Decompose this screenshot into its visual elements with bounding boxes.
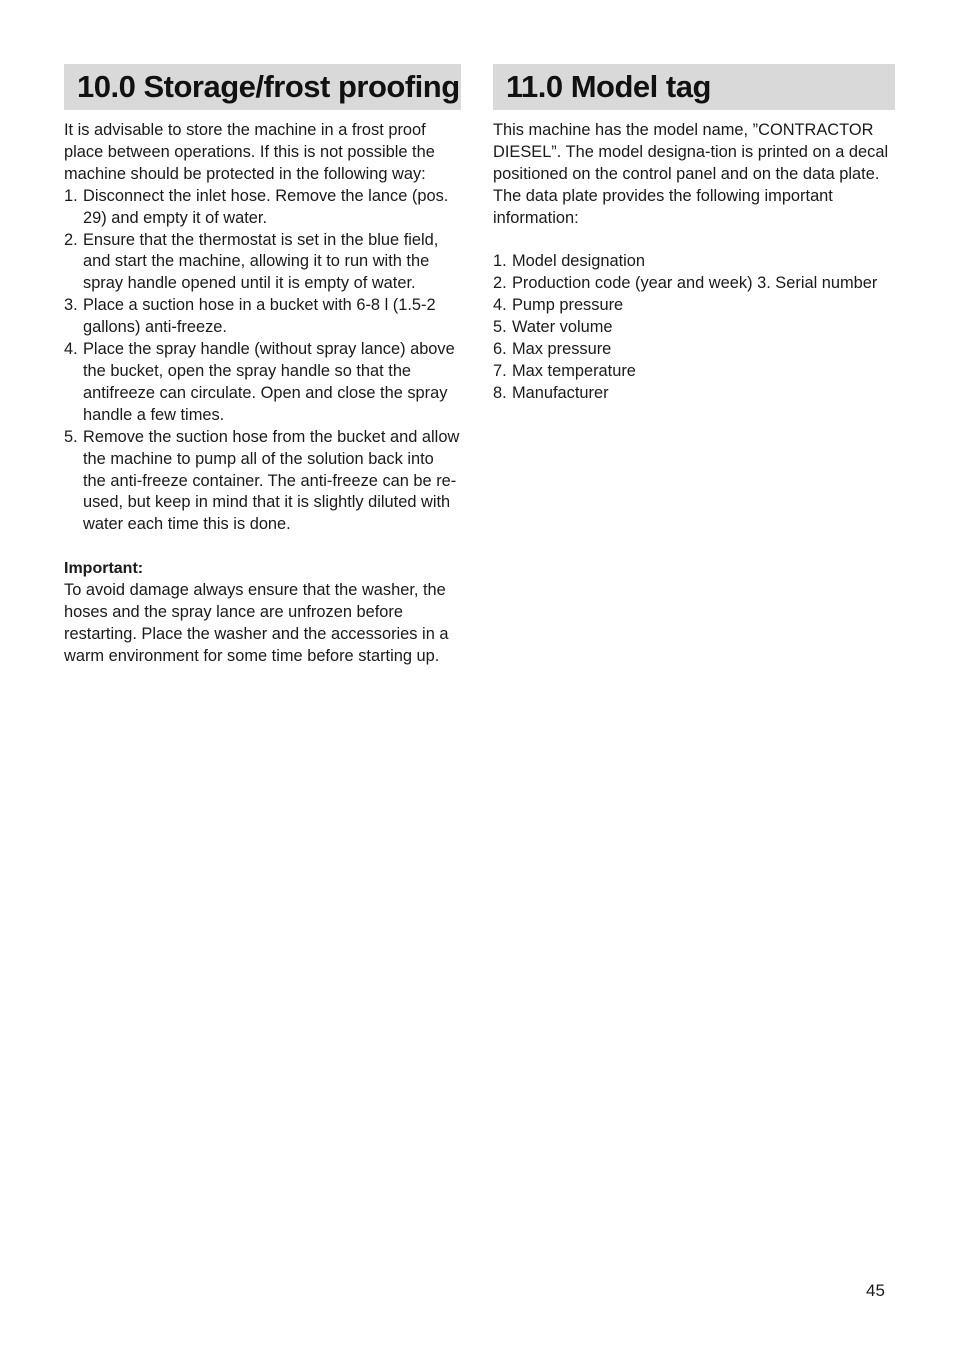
- list-item-text: Place the spray handle (without spray lance) above the bucket, open the spray handle so that the antifreeze can circulate. Open and close the spray handle a few times.: [83, 340, 455, 424]
- list-item-number: 3.: [64, 296, 78, 315]
- model-tag-intro: This machine has the model name, ”CONTRACTOR DIESEL”. The model designa-tion is printed on a decal positioned on the control panel and on the data plate. The data plate provides the following important information:: [493, 121, 889, 227]
- model-tag-section: [493, 64, 895, 405]
- list-item-text: Pump pressure: [512, 296, 624, 315]
- important-text: To avoid damage always ensure that the washer, the hoses and the spray lance are unfrozen before restarting. Place the washer and the accessories in a warm environment for some time before starting up.: [64, 581, 449, 665]
- model-tag-items-list: [493, 251, 895, 404]
- list-item-text: Place a suction hose in a bucket with 6-8 l (1.5-2 gallons) anti-freeze.: [83, 296, 436, 337]
- list-item-text: Water volume: [512, 318, 613, 337]
- list-item-text: Manufacturer: [512, 383, 609, 402]
- list-item: [64, 295, 461, 339]
- page-number: 45: [866, 1281, 885, 1300]
- storage-section: [64, 64, 461, 668]
- storage-intro: It is advisable to store the machine in a frost proof place between operations. If this is not possible the machine should be protected in the following way:: [64, 121, 435, 183]
- list-item-number: 2.: [64, 230, 78, 249]
- section-heading-model-tag: 11.0 Model tag: [493, 64, 895, 110]
- spacer: [64, 536, 461, 558]
- list-item-number: 6.: [493, 340, 507, 359]
- list-item: [493, 339, 895, 361]
- list-item: [64, 230, 461, 296]
- list-item-number: 2.: [493, 274, 507, 293]
- important-label: Important:: [64, 560, 144, 578]
- list-item: [64, 186, 461, 230]
- spacer: [493, 230, 895, 252]
- list-item: [493, 273, 895, 295]
- list-item-text: Max temperature: [512, 361, 636, 380]
- list-item-text: Disconnect the inlet hose. Remove the lance (pos. 29) and empty it of water.: [83, 186, 449, 227]
- list-item-text: Ensure that the thermostat is set in the blue field, and start the machine, allowing it to run with the spray handle opened until it is empty of water.: [83, 230, 439, 293]
- list-item-number: 4.: [493, 296, 507, 315]
- list-item-number: 1.: [64, 186, 78, 205]
- section-heading-storage: 10.0 Storage/frost proofing: [64, 64, 461, 110]
- list-item-text: Model designation: [512, 252, 646, 271]
- list-item-text: Production code (year and week) 3. Serial number: [512, 274, 878, 293]
- list-item-number: 8.: [493, 383, 507, 402]
- list-item-number: 5.: [493, 318, 507, 337]
- list-item: [493, 317, 895, 339]
- list-item: [493, 383, 895, 405]
- list-item-number: 7.: [493, 361, 507, 380]
- list-item-number: 1.: [493, 252, 507, 271]
- storage-steps-list: [64, 186, 461, 537]
- list-item: [64, 427, 461, 537]
- list-item-number: 4.: [64, 340, 78, 359]
- list-item: [493, 361, 895, 383]
- list-item-text: Max pressure: [512, 340, 612, 359]
- list-item: [64, 339, 461, 427]
- list-item-text: Remove the suction hose from the bucket and allow the machine to pump all of the solution back into the anti-freeze container. The anti-freeze can be re-used, but keep in mind that it is slightly diluted with water each time this is done.: [83, 427, 460, 534]
- list-item: [493, 295, 895, 317]
- list-item: [493, 251, 895, 273]
- list-item-number: 5.: [64, 427, 78, 446]
